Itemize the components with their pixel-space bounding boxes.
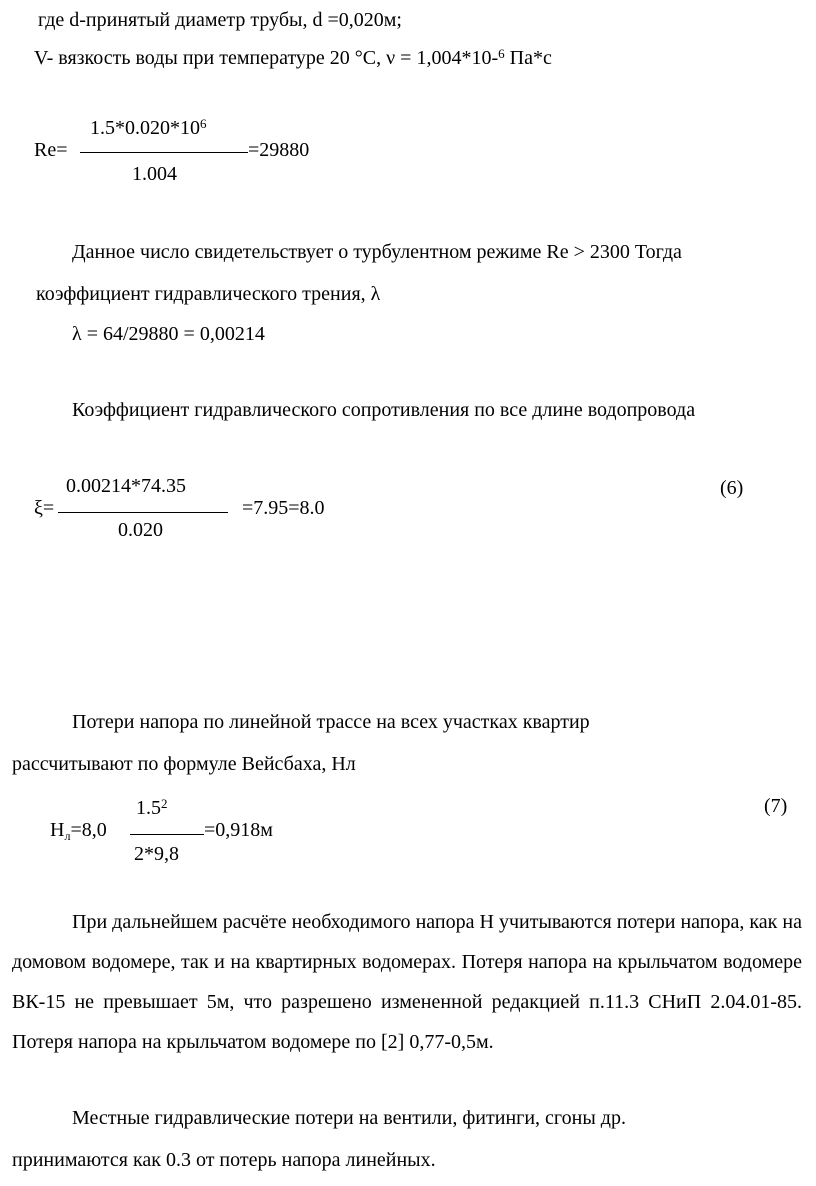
h-label-subscript: л xyxy=(64,829,71,843)
h-numerator xyxy=(136,796,168,820)
h-denominator: 2*9,8 xyxy=(134,843,179,865)
equation-number-6: (6) xyxy=(720,477,744,499)
losses-line-1: Потери напора по линейной трассе на всех участках квартир xyxy=(72,711,590,733)
re-label: Re= xyxy=(34,139,68,161)
losses-line-2: рассчитывают по формуле Вейсбаха, Нл xyxy=(12,753,356,775)
turbulent-line-2: коэффициент гидравлического трения, λ xyxy=(36,283,381,305)
viscosity-exponent: 6 xyxy=(498,46,505,61)
xi-result: =7.95=8.0 xyxy=(242,497,325,519)
re-result: =29880 xyxy=(248,139,310,161)
lambda-equation: λ = 64/29880 = 0,00214 xyxy=(72,323,265,345)
h-numerator-exponent: 2 xyxy=(161,796,168,811)
equation-number-7: (7) xyxy=(764,795,788,817)
water-meter-paragraph: При дальнейшем расчёте необходимого напора Н учитываются потери напора, как на домовом водомере, так и на квартирных водомерах. Потеря напора на крыльчатом водомере ВК-15 не превышает 5м, что разрешено измененной редакцией п.11.3 СНиП 2.04.01-85. Потеря напора на крыльчатом водомере по [2] 0,77-0,5м. xyxy=(12,911,802,1053)
h-numerator-text: 1.5 xyxy=(136,797,161,819)
h-label-value: =8,0 xyxy=(70,819,107,841)
local-losses-line-2: принимаются как 0.3 от потерь напора линейных. xyxy=(12,1149,436,1171)
re-fraction-bar xyxy=(80,152,248,153)
re-numerator-exponent: 6 xyxy=(200,116,207,131)
re-denominator: 1.004 xyxy=(132,163,177,185)
xi-fraction-bar xyxy=(58,512,228,513)
xi-label: ξ= xyxy=(34,497,55,519)
local-losses-line-1: Местные гидравлические потери на вентили, фитинги, сгоны др. xyxy=(72,1107,626,1129)
h-fraction-bar xyxy=(130,834,204,835)
xi-denominator: 0.020 xyxy=(118,519,163,541)
diameter-definition: где d-принятый диаметр трубы, d =0,020м; xyxy=(38,9,402,31)
h-label xyxy=(50,818,107,844)
resistance-heading: Коэффициент гидравлического сопротивления по все длине водопровода xyxy=(72,399,696,421)
xi-numerator: 0.00214*74.35 xyxy=(66,475,186,497)
re-numerator-text: 1.5*0.020*10 xyxy=(90,117,200,139)
turbulent-line-1: Данное число свидетельствует о турбулентном режиме Re > 2300 Тогда xyxy=(72,241,682,263)
h-result: =0,918м xyxy=(204,819,273,841)
h-label-main: Н xyxy=(50,819,65,841)
viscosity-definition xyxy=(34,46,552,70)
viscosity-text: V- вязкость воды при температуре 20 °С, ν = 1,004*10- xyxy=(34,47,499,69)
re-numerator xyxy=(90,116,207,140)
viscosity-unit: Па*с xyxy=(504,47,552,69)
